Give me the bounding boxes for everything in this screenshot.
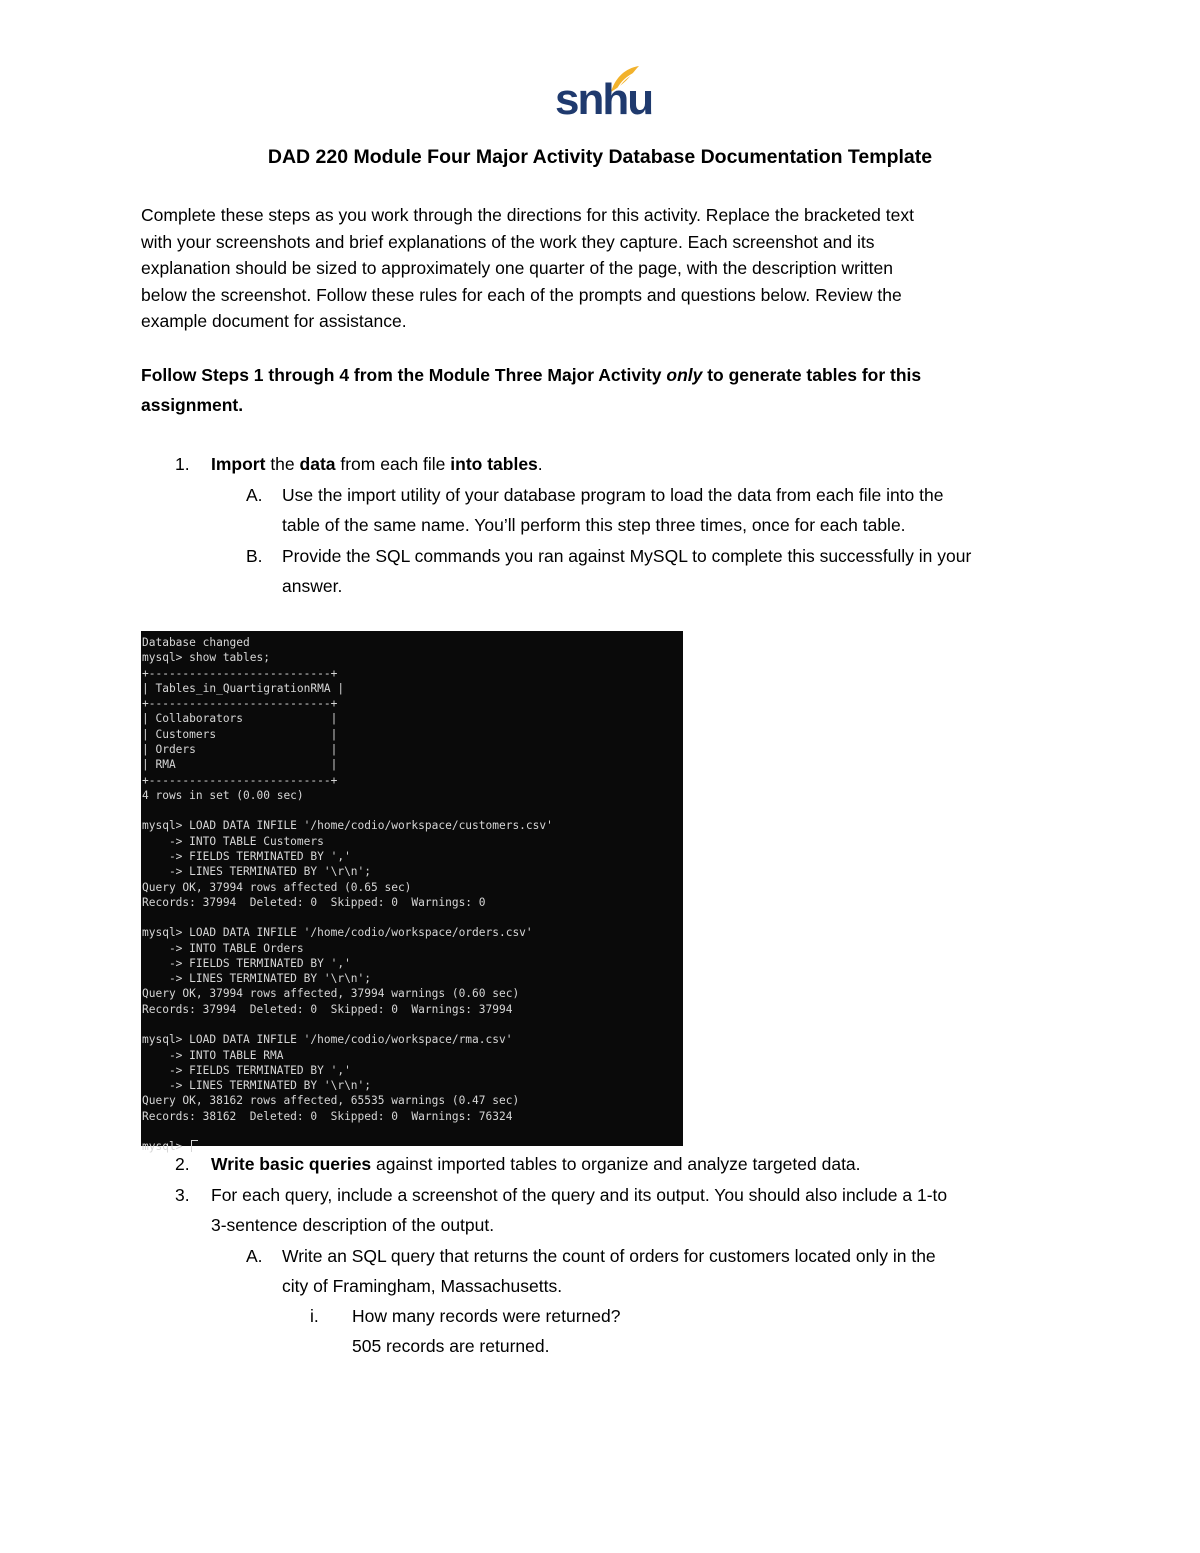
- terminal-line: +---------------------------+: [142, 697, 338, 711]
- mysql-terminal-screenshot: [141, 631, 683, 1154]
- terminal-line: -> LINES TERMINATED BY '\r\n';: [142, 1079, 372, 1093]
- intro-paragraph: [141, 202, 1041, 335]
- terminal-line: Query OK, 37994 rows affected (0.65 sec): [142, 880, 412, 894]
- terminal-line: -> FIELDS TERMINATED BY ',': [142, 956, 351, 970]
- terminal-line: +---------------------------+: [142, 666, 338, 680]
- terminal-line: 4 rows in set (0.00 sec): [142, 788, 304, 802]
- terminal-line: mysql> LOAD DATA INFILE '/home/codio/workspace/rma.csv': [142, 1033, 513, 1047]
- terminal-line: Records: 37994 Deleted: 0 Skipped: 0 Warnings: 0: [142, 895, 486, 909]
- terminal-line: -> LINES TERMINATED BY '\r\n';: [142, 865, 372, 879]
- snhu-logo: [555, 64, 653, 124]
- terminal-line: | Tables_in_QuartigrationRMA |: [142, 681, 345, 695]
- document-page: snhu DAD 220 Module Four Major Activity Database Documentation Template Complete these steps as you work through the directions for this activity. Replace the bracketed text with your screenshots and brief explanations of the work they capture. Each screenshot and its explanation should be sized to approximately one quarter of the page, with the description written below the screenshot. Follow these rules for each of the prompts and questions below. Review the example document for assistance. Follow Steps 1 through 4 from the Module Three Major Activity only to generate tables for this assignment. 1. Import the data from each file into tables. A. Use the import utility of your database program to load the data from each file into the table of the same name. You’ll perform this step three times, once for each table. B. Provide the SQL commands you ran against MySQL to complete this successfully in your answer. Database changed mysql> show tables; +---------------------------+ | Tables_in_QuartigrationRMA | +---------------------------+ | Collaborators | | Customers | | Orders | | RMA | +---------------------------+ 4 rows in set (0.00 sec) mysql> LOAD DATA INFILE '/home/codio/workspace/customers.csv' -> INTO TABLE Customers -> FIELDS TERMINATED BY ',' -> LINES TERMINATED BY '\r\n'; Query OK, 37994 rows affected (0.65 sec) Records: 37994 Deleted: 0 Skipped: 0 Warnings: 0 mysql> LOAD DATA INFILE '/home/codio/workspace/orders.csv' -> INTO TABLE Orders -> FIELDS TERMINATED BY ',' -> LINES TERMINATED BY '\r\n'; Query OK, 37994 rows affected, 37994 warnings (0.60 sec) Records: 37994 Deleted: 0 Skipped: 0 Warnings: 37994 mysql> LOAD DATA INFILE '/home/codio/workspace/rma.csv' -> INTO TABLE RMA -> FIELDS TERMINATED BY ',' -> LINES TERMINATED BY '\r\n'; Query OK, 38162 rows affected, 65535 warnings (0.47 sec) Records: 38162 Deleted: 0 Skipped: 0 Warnings: 76324 mysql> 2. Write basic queries against imported tables to organize and analyze targeted data. 3. For each query, include a screenshot of the query and its output. You should also include a 1-to 3-sentence description of the output. A. Write an SQL query that returns the count of orders for customers located only in the city of Framingham, Massachusetts. i. How many records were returned? 505 records are returned.: [0, 0, 1200, 1553]
- terminal-line: -> INTO TABLE RMA: [142, 1048, 284, 1062]
- intro-line: explanation should be sized to approximately one quarter of the page, with the description written: [141, 258, 893, 278]
- intro-line: below the screenshot. Follow these rules for each of the prompts and questions below. Review the: [141, 284, 902, 305]
- terminal-line: | Orders |: [142, 742, 338, 756]
- terminal-output: [141, 631, 683, 1155]
- terminal-cursor: [191, 1140, 198, 1152]
- terminal-line: Query OK, 37994 rows affected, 37994 warnings (0.60 sec): [142, 987, 520, 1001]
- terminal-line: mysql>: [142, 1140, 190, 1154]
- terminal-line: Database changed: [142, 636, 250, 649]
- terminal-line: mysql> LOAD DATA INFILE '/home/codio/workspace/customers.csv': [142, 819, 553, 833]
- terminal-line: | Customers |: [142, 727, 338, 741]
- terminal-line: mysql> LOAD DATA INFILE '/home/codio/workspace/orders.csv': [142, 926, 533, 940]
- document-title: DAD 220 Module Four Major Activity Database Documentation Template: [267, 146, 933, 168]
- terminal-line: | Collaborators |: [142, 712, 338, 726]
- intro-line: with your screenshots and brief explanations of the work they capture. Each screenshot and its: [141, 231, 875, 252]
- intro-line: Complete these steps as you work through the directions for this activity. Replace the bracketed text: [141, 205, 914, 225]
- terminal-line: -> FIELDS TERMINATED BY ',': [142, 849, 351, 863]
- terminal-line: Records: 38162 Deleted: 0 Skipped: 0 Warnings: 76324: [142, 1109, 513, 1123]
- terminal-line: Query OK, 38162 rows affected, 65535 warnings (0.47 sec): [142, 1094, 520, 1108]
- terminal-line: -> LINES TERMINATED BY '\r\n';: [142, 972, 372, 986]
- terminal-line: -> FIELDS TERMINATED BY ',': [142, 1063, 351, 1077]
- terminal-line: -> INTO TABLE Orders: [142, 941, 304, 955]
- follow-steps-instruction: Follow Steps 1 through 4 from the Module Three Major Activity only to generate tables for this assignment.: [141, 365, 922, 415]
- terminal-line: mysql> show tables;: [142, 651, 270, 665]
- answer-text: 505 records are returned.: [352, 1336, 550, 1356]
- terminal-line: | RMA |: [142, 758, 338, 772]
- logo-wordmark: snhu: [555, 75, 653, 124]
- terminal-line: Records: 37994 Deleted: 0 Skipped: 0 Warnings: 37994: [142, 1002, 513, 1016]
- terminal-line: -> INTO TABLE Customers: [142, 834, 324, 848]
- intro-line: example document for assistance.: [141, 311, 407, 331]
- terminal-line: +---------------------------+: [142, 773, 338, 787]
